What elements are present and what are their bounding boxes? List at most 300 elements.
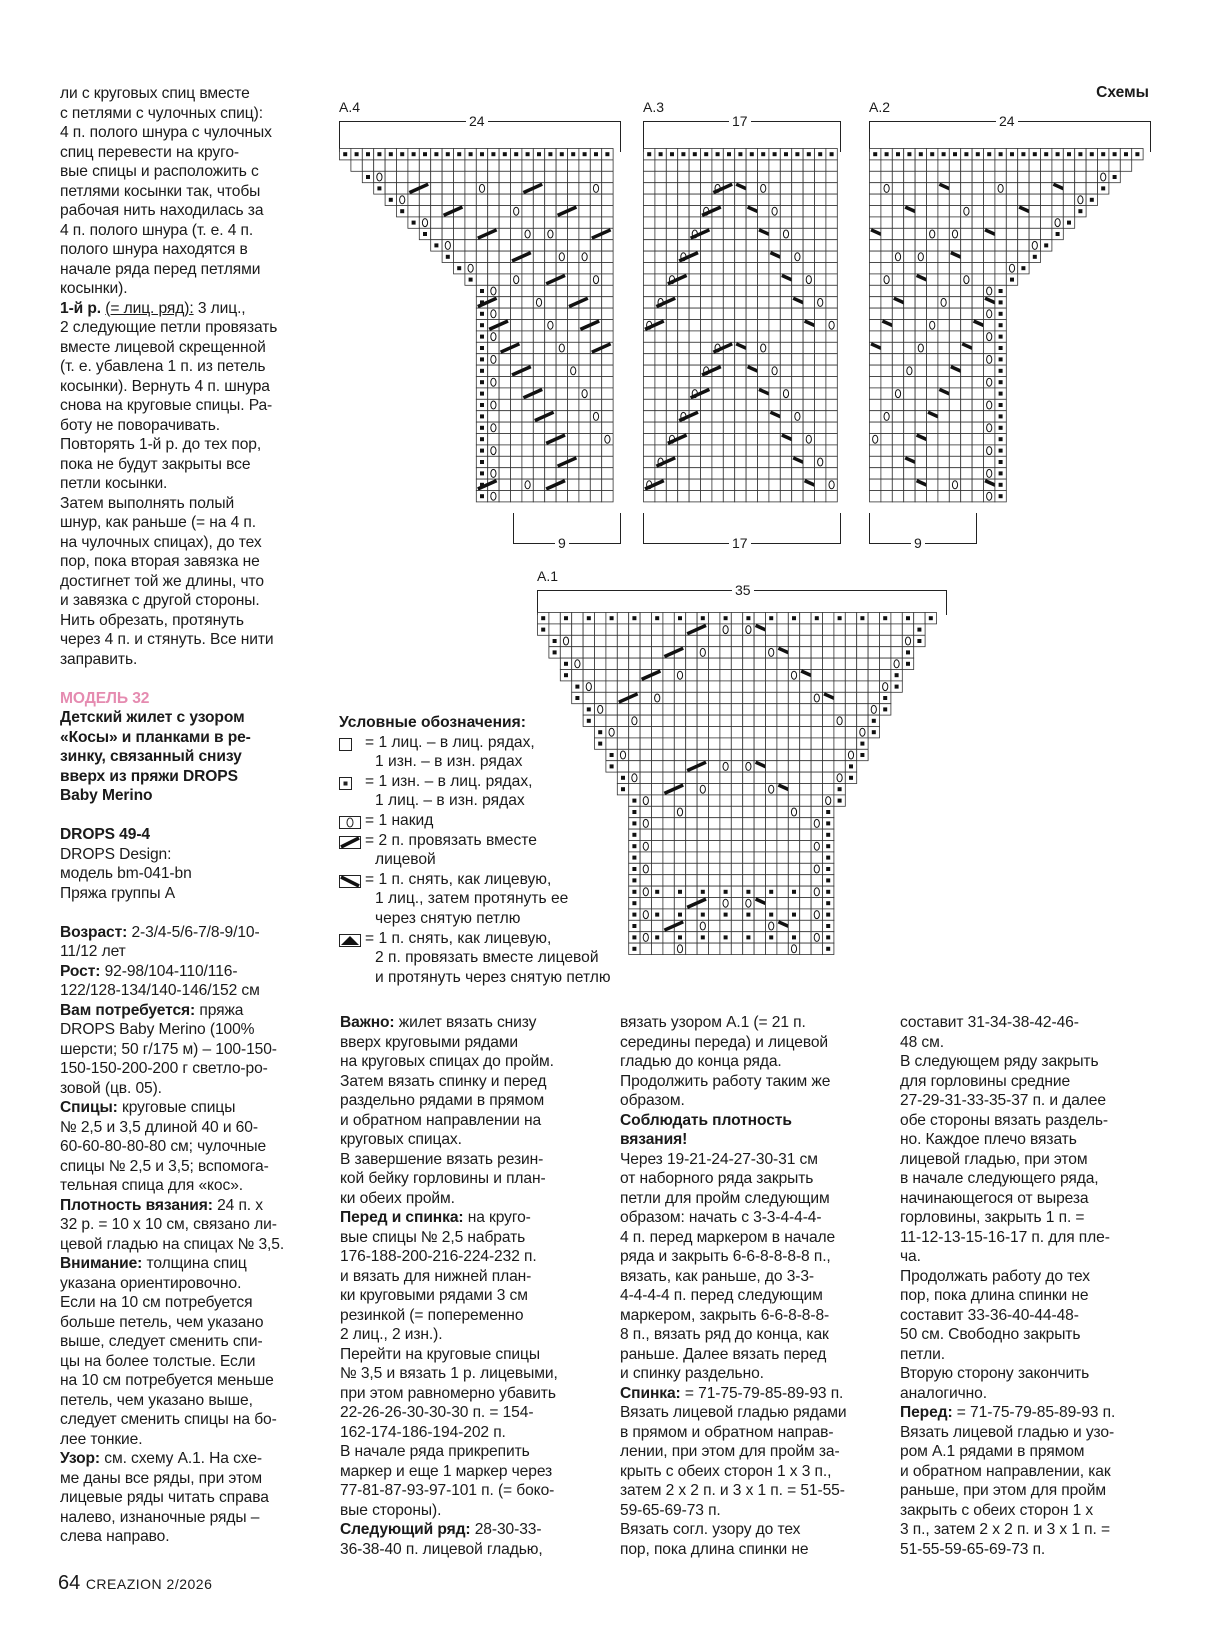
chart-cell	[533, 377, 544, 388]
text-line	[60, 572, 315, 592]
chart-cell	[640, 647, 651, 658]
chart-cell	[949, 171, 960, 182]
text-run: ром А.1 рядами в прямом	[900, 1443, 1085, 1460]
chart-cell	[735, 217, 746, 228]
chart-cell	[689, 342, 700, 353]
purl-mark	[541, 616, 545, 620]
chart-cell	[602, 354, 613, 365]
chart-cell	[857, 635, 868, 646]
chart-cell	[927, 377, 938, 388]
chart-cell	[845, 635, 856, 646]
chart-cell	[743, 704, 754, 715]
chart-cell	[938, 399, 949, 410]
chart-cell	[723, 365, 734, 376]
chart-cell	[678, 320, 689, 331]
chart-cell	[834, 658, 845, 669]
chart-cell	[735, 468, 746, 479]
chart-cell	[602, 331, 613, 342]
text-run: цы на более толстые. Если	[60, 1352, 256, 1370]
chart-cell	[815, 228, 826, 239]
chart-cell	[666, 399, 677, 410]
text-line	[60, 1293, 315, 1313]
chart-cell	[533, 240, 544, 251]
yarn-over-mark	[723, 899, 728, 907]
chart-cell	[984, 160, 995, 171]
chart-cell	[686, 635, 697, 646]
chart-cell	[766, 715, 777, 726]
text-line	[340, 1013, 602, 1033]
chart-cell	[769, 274, 780, 285]
purl-mark	[906, 650, 910, 654]
yarn-over-mark	[514, 207, 519, 215]
chart-cell	[590, 434, 601, 445]
chart-cell	[766, 635, 777, 646]
chart-cell	[961, 479, 972, 490]
chart-cell	[803, 365, 814, 376]
chart-cell	[590, 456, 601, 467]
text-line	[620, 1228, 882, 1248]
chart-cell	[568, 274, 579, 285]
chart-cell	[927, 183, 938, 194]
purl-mark	[930, 152, 934, 156]
chart-cell	[644, 217, 655, 228]
purl-mark	[792, 913, 796, 917]
yarn-over-mark	[593, 412, 598, 420]
chart-cell	[995, 171, 1006, 182]
chart-cell	[743, 681, 754, 692]
chart-cell	[701, 240, 712, 251]
chart-cell	[590, 491, 601, 502]
purl-mark	[480, 323, 484, 327]
chart-cell	[800, 898, 811, 909]
chart-cell	[522, 240, 533, 251]
purl-mark	[389, 152, 393, 156]
chart-cell	[780, 217, 791, 228]
chart-cell	[972, 251, 983, 262]
chart-cell	[961, 217, 972, 228]
purl-symbol-icon	[339, 777, 361, 790]
purl-mark	[366, 175, 370, 179]
chart-cell	[697, 795, 708, 806]
text-line	[340, 1208, 602, 1228]
chart-cell	[792, 240, 803, 251]
chart-cell	[915, 194, 926, 205]
chart-cell	[746, 274, 757, 285]
chart-cell	[892, 434, 903, 445]
purl-mark	[1124, 152, 1128, 156]
chart-cell	[522, 491, 533, 502]
chart-cell	[938, 194, 949, 205]
chart-cell	[701, 399, 712, 410]
chart-cell	[522, 468, 533, 479]
chart-cell	[800, 818, 811, 829]
purl-mark	[860, 753, 864, 757]
chart-cell	[712, 377, 723, 388]
chart-cell	[803, 194, 814, 205]
chart-cell	[644, 263, 655, 274]
chart-cell	[674, 624, 685, 635]
chart-cell	[655, 342, 666, 353]
chart-cell	[823, 772, 834, 783]
text-run: зовой (цв. 05).	[60, 1079, 162, 1097]
chart-cell	[766, 692, 777, 703]
chart-cell	[655, 445, 666, 456]
chart-cell	[857, 624, 868, 635]
chart-cell	[826, 263, 837, 274]
chart-cell	[666, 263, 677, 274]
text-run: снова на круговые спицы. Ра-	[60, 397, 273, 414]
text-line	[60, 1059, 315, 1079]
chart-cell	[938, 342, 949, 353]
chart-cell	[590, 297, 601, 308]
chart-cell	[777, 681, 788, 692]
chart-cell	[826, 491, 837, 502]
chart-cell	[556, 388, 567, 399]
text-run: маркером, закрыть 6-6-8-8-8-	[620, 1306, 830, 1324]
chart-cell	[720, 681, 731, 692]
chart-cell	[549, 624, 560, 635]
chart-cell	[892, 274, 903, 285]
purl-mark	[553, 639, 557, 643]
chart-cell	[915, 411, 926, 422]
text-run: в начале следующего ряда,	[900, 1170, 1099, 1187]
text-line	[340, 1111, 602, 1131]
chart-cell	[731, 841, 742, 852]
chart-cell	[522, 331, 533, 342]
purl-mark	[1010, 152, 1014, 156]
text-line	[620, 1267, 882, 1287]
chart-cell	[545, 491, 556, 502]
chart-cell	[568, 468, 579, 479]
chart-cell	[629, 670, 640, 681]
chart-cell	[590, 171, 601, 182]
text-run: 60-60-80-80-80 см; чулочные	[60, 1138, 267, 1155]
chart-cell	[746, 160, 757, 171]
chart-cell	[644, 194, 655, 205]
purl-mark	[976, 152, 980, 156]
chart-cell	[712, 331, 723, 342]
chart-cell	[815, 194, 826, 205]
text-run: Перейти на круговые спицы	[340, 1345, 540, 1363]
text-run: кой бейку горловины и план-	[340, 1170, 546, 1187]
chart-cell	[949, 263, 960, 274]
chart-cell	[1018, 240, 1029, 251]
text-run: с петлями с чулочных спиц):	[60, 104, 263, 122]
chart-cell	[881, 263, 892, 274]
text-line	[340, 1072, 602, 1092]
chart-cell	[674, 635, 685, 646]
purl-mark	[587, 707, 591, 711]
chart-cell	[777, 795, 788, 806]
chart-cell	[904, 445, 915, 456]
chart-cell	[686, 681, 697, 692]
chart-cell	[811, 829, 822, 840]
chart-cell	[590, 377, 601, 388]
chart-cell	[712, 194, 723, 205]
chart-cell	[870, 468, 881, 479]
chart-cell	[572, 647, 583, 658]
chart-cell	[881, 491, 892, 502]
chart-cell	[709, 635, 720, 646]
chart-cell	[927, 171, 938, 182]
chart-cell	[769, 491, 780, 502]
chart-cell	[595, 670, 606, 681]
chart-cell	[590, 217, 601, 228]
chart-cell	[803, 228, 814, 239]
yarn-over-mark	[571, 367, 576, 375]
chart-cell	[1041, 160, 1052, 171]
purl-mark	[826, 844, 830, 848]
chart-cell	[655, 308, 666, 319]
purl-mark	[1067, 152, 1071, 156]
chart-cell	[803, 171, 814, 182]
text-line	[340, 1384, 602, 1404]
chart-cell	[697, 749, 708, 760]
chart-cell	[701, 354, 712, 365]
text-line	[60, 1215, 315, 1235]
text-line	[340, 1501, 602, 1521]
chart-cell	[568, 320, 579, 331]
chart-cell	[556, 468, 567, 479]
chart-cell	[1063, 194, 1074, 205]
chart-cell	[720, 749, 731, 760]
yarn-over-mark	[575, 660, 580, 668]
chart-cell	[746, 342, 757, 353]
chart-cell	[397, 160, 408, 171]
yarn-over-mark	[806, 276, 811, 284]
chart-cell	[617, 670, 628, 681]
chart-cell	[984, 217, 995, 228]
chart-cell	[595, 681, 606, 692]
purl-mark	[587, 616, 591, 620]
purl-mark	[575, 696, 579, 700]
purl-mark	[919, 152, 923, 156]
chart-cell	[533, 479, 544, 490]
chart-cell	[743, 806, 754, 817]
chart-cell	[556, 240, 567, 251]
text-line	[900, 1130, 1162, 1150]
chart-cell	[709, 829, 720, 840]
chart-cell	[746, 388, 757, 399]
chart-cell	[766, 863, 777, 874]
chart-cell	[697, 692, 708, 703]
chart-cell	[499, 422, 510, 433]
chart-cell	[1098, 160, 1109, 171]
chart-cell	[769, 377, 780, 388]
purl-mark	[480, 312, 484, 316]
chart-cell	[995, 263, 1006, 274]
chart-cell	[826, 365, 837, 376]
chart-cell	[686, 715, 697, 726]
chart-cell	[533, 354, 544, 365]
text-run: больше петель, чем указано	[60, 1313, 264, 1331]
chart-cell	[949, 308, 960, 319]
chart-cell	[1075, 183, 1086, 194]
chart-cell	[826, 251, 837, 262]
chart-cell	[545, 263, 556, 274]
purl-mark	[564, 673, 568, 677]
text-line	[60, 435, 315, 455]
purl-mark	[1067, 221, 1071, 225]
chart-cell	[938, 274, 949, 285]
chart-cell	[556, 228, 567, 239]
chart-cell	[780, 331, 791, 342]
chart-cell	[811, 670, 822, 681]
purl-mark	[724, 913, 728, 917]
purl-mark	[480, 152, 484, 156]
chart-cell	[927, 354, 938, 365]
yarn-over-mark	[987, 469, 992, 477]
purl-mark	[860, 616, 864, 620]
yarn-over-mark	[593, 276, 598, 284]
chart-cell	[731, 909, 742, 920]
purl-mark	[1056, 152, 1060, 156]
chart-cell	[972, 194, 983, 205]
chart-cell	[815, 285, 826, 296]
chart-cell	[731, 943, 742, 954]
text-line	[340, 1228, 602, 1248]
chart-cell	[511, 388, 522, 399]
chart-cell	[533, 445, 544, 456]
chart-cell	[655, 491, 666, 502]
yarn-over-mark	[491, 310, 496, 318]
purl-mark	[906, 616, 910, 620]
chart-cell	[720, 863, 731, 874]
purl-mark	[724, 616, 728, 620]
chart-cell	[686, 943, 697, 954]
chart-cell	[915, 285, 926, 296]
chart-cell	[731, 829, 742, 840]
chart-cell	[845, 692, 856, 703]
purl-mark	[469, 152, 473, 156]
purl-mark	[999, 494, 1003, 498]
chart-cell	[961, 194, 972, 205]
chart-cell	[720, 715, 731, 726]
text-line	[60, 1040, 315, 1060]
chart-cell	[723, 228, 734, 239]
chart-cell	[720, 829, 731, 840]
chart-cell	[972, 399, 983, 410]
chart-cell	[709, 772, 720, 783]
chart-cell	[709, 738, 720, 749]
chart-cell	[915, 365, 926, 376]
chart-cell	[803, 422, 814, 433]
chart-cell	[777, 738, 788, 749]
chart-cell	[689, 240, 700, 251]
chart-cell	[972, 228, 983, 239]
text-run: составит 33-36-40-44-48-	[900, 1306, 1079, 1324]
chart-cell	[892, 206, 903, 217]
chart-cell	[533, 285, 544, 296]
text-run: вые спицы и расположить с	[60, 163, 259, 180]
yarn-over-mark	[806, 435, 811, 443]
chart-cell	[1063, 160, 1074, 171]
chart-cell	[431, 228, 442, 239]
chart-cell	[465, 160, 476, 171]
text-run: боту не поворачивать.	[60, 416, 220, 434]
purl-mark	[792, 890, 796, 894]
text-line	[900, 1111, 1162, 1131]
chart-cell	[788, 658, 799, 669]
text-line	[60, 1176, 315, 1196]
text-run: вые спицы № 2,5 набрать	[340, 1228, 526, 1246]
chart-cell	[766, 670, 777, 681]
legend-item	[339, 752, 679, 772]
chart-cell	[689, 263, 700, 274]
purl-mark	[942, 152, 946, 156]
chart-cell	[881, 479, 892, 490]
chart-cell	[606, 624, 617, 635]
chart-cell	[870, 194, 881, 205]
purl-mark	[860, 742, 864, 746]
text-run: Нить обрезать, протянуть	[60, 611, 244, 629]
chart-cell	[758, 263, 769, 274]
chart-cell	[442, 171, 453, 182]
text-run: но. Каждое плечо вязать	[900, 1131, 1077, 1148]
chart-cell	[972, 479, 983, 490]
chart-cell	[743, 875, 754, 886]
chart-cell	[511, 445, 522, 456]
chart-cell	[533, 331, 544, 342]
chart-a2-label: А.2	[869, 99, 891, 115]
chart-cell	[522, 308, 533, 319]
chart-cell	[754, 681, 765, 692]
text-line	[620, 1052, 882, 1072]
chart-cell	[949, 388, 960, 399]
chart-cell	[666, 479, 677, 490]
purl-mark	[480, 289, 484, 293]
chart-cell	[777, 727, 788, 738]
chart-cell	[385, 160, 396, 171]
chart-cell	[870, 285, 881, 296]
chart-cell	[915, 183, 926, 194]
chart-cell	[476, 171, 487, 182]
chart-cell	[686, 613, 697, 624]
purl-mark	[1044, 152, 1048, 156]
chart-cell	[697, 875, 708, 886]
text-run: Если на 10 см потребуется	[60, 1294, 253, 1311]
purl-mark	[826, 890, 830, 894]
text-run: 51-55-59-65-69-73 п.	[900, 1540, 1046, 1558]
chart-cell	[606, 681, 617, 692]
chart-cell	[758, 422, 769, 433]
chart-cell	[617, 647, 628, 658]
yarn-over-mark	[1055, 219, 1060, 227]
purl-mark	[457, 266, 461, 270]
chart-cell	[499, 411, 510, 422]
chart-cell	[556, 411, 567, 422]
purl-mark	[999, 335, 1003, 339]
chart-cell	[811, 772, 822, 783]
text-run: 48 см.	[900, 1033, 944, 1051]
chart-cell	[640, 624, 651, 635]
yarn-over-mark	[795, 412, 800, 420]
chart-cell	[881, 434, 892, 445]
chart-cell	[754, 772, 765, 783]
chart-cell	[655, 228, 666, 239]
chart-cell	[533, 434, 544, 445]
chart-cell	[800, 704, 811, 715]
chart-cell	[746, 308, 757, 319]
chart-cell	[1006, 171, 1017, 182]
chart-cell	[666, 320, 677, 331]
yarn-over-mark	[563, 637, 568, 645]
text-line	[60, 104, 315, 124]
chart-cell	[780, 491, 791, 502]
chart-cell	[644, 399, 655, 410]
chart-cell	[788, 681, 799, 692]
chart-cell	[927, 285, 938, 296]
